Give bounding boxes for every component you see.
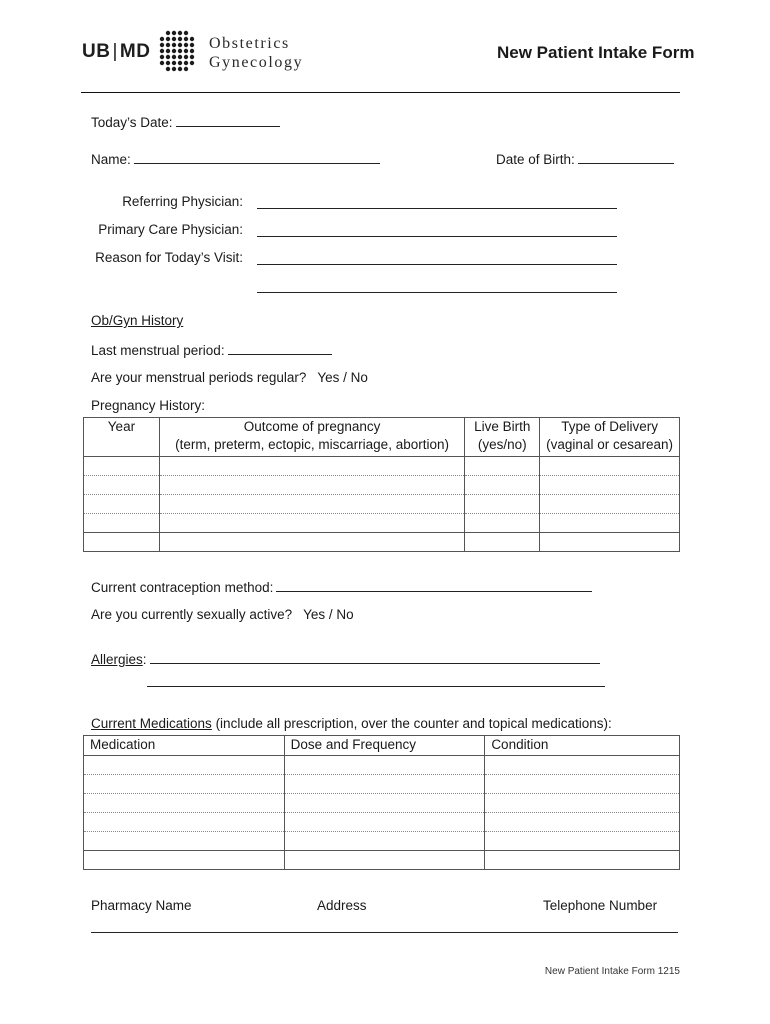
todays-date-label: Today’s Date: <box>91 115 173 130</box>
table-row[interactable] <box>84 851 680 870</box>
last-menstrual-label: Last menstrual period: <box>91 343 225 358</box>
ubmd-logo: UB | MD <box>82 41 151 62</box>
allergies-blank[interactable] <box>150 650 600 664</box>
table-row[interactable] <box>84 495 680 514</box>
col-live-birth-header: Live Birth (yes/no) <box>465 418 540 457</box>
header-divider <box>81 92 680 93</box>
last-menstrual-blank[interactable] <box>228 341 332 355</box>
col-medication-header: Medication <box>84 736 285 756</box>
reason-for-visit-blank-2[interactable] <box>257 292 617 293</box>
name-blank[interactable] <box>134 150 380 164</box>
pharmacy-address-label: Address <box>317 898 367 913</box>
form-title: New Patient Intake Form <box>497 43 695 62</box>
table-row[interactable] <box>84 813 680 832</box>
referring-physician-blank[interactable] <box>257 208 617 209</box>
table-row[interactable] <box>84 775 680 794</box>
dot-matrix-logo-icon <box>157 30 197 74</box>
footer-form-id: New Patient Intake Form 1215 <box>544 966 680 977</box>
contraception-blank[interactable] <box>276 578 592 592</box>
todays-date-blank[interactable] <box>176 113 280 127</box>
obgyn-history-heading: Ob/Gyn History <box>91 313 184 328</box>
table-row[interactable] <box>84 756 680 775</box>
medications-table <box>83 735 680 870</box>
medications-heading: Current Medications <box>91 716 212 731</box>
referring-physician-label: Referring Physician: <box>122 194 243 209</box>
medications-heading-line <box>91 716 612 732</box>
col-dose-header: Dose and Frequency <box>284 736 485 756</box>
pregnancy-history-table <box>83 417 680 552</box>
dob-label: Date of Birth: <box>496 152 575 167</box>
medications-header-row <box>84 736 680 756</box>
pregnancy-history-label: Pregnancy History: <box>91 398 206 413</box>
name-field <box>91 150 380 168</box>
table-row[interactable] <box>84 832 680 851</box>
last-menstrual-field <box>91 341 332 359</box>
pharmacy-telephone-label: Telephone Number <box>543 898 658 913</box>
name-label: Name: <box>91 152 131 167</box>
reason-for-visit-label: Reason for Today’s Visit: <box>95 250 243 265</box>
pharmacy-blank[interactable] <box>91 932 678 933</box>
table-row[interactable] <box>84 533 680 552</box>
dob-blank[interactable] <box>578 150 674 164</box>
table-row[interactable] <box>84 794 680 813</box>
department-logo-text <box>209 34 303 72</box>
allergies-label: Allergies <box>91 652 143 667</box>
col-outcome-header: Outcome of pregnancy (term, preterm, ectopic, miscarriage, abortion) <box>159 418 464 457</box>
logo-line-2: Gynecology <box>209 54 304 71</box>
pregnancy-table-header-row <box>84 418 680 457</box>
table-row[interactable] <box>84 514 680 533</box>
pharmacy-name-label: Pharmacy Name <box>91 898 192 913</box>
col-condition-header: Condition <box>485 736 680 756</box>
contraception-label: Current contraception method: <box>91 580 274 595</box>
primary-care-physician-label: Primary Care Physician: <box>98 222 243 237</box>
col-delivery-header: Type of Delivery (vaginal or cesarean) <box>540 418 680 457</box>
col-year-header: Year <box>84 418 160 457</box>
dob-field <box>496 150 674 168</box>
todays-date-field <box>91 113 280 131</box>
primary-care-physician-blank[interactable] <box>257 236 617 237</box>
table-row[interactable] <box>84 457 680 476</box>
table-row[interactable] <box>84 476 680 495</box>
allergies-blank-2[interactable] <box>147 686 605 687</box>
logo-line-1: Obstetrics <box>209 35 290 52</box>
reason-for-visit-blank[interactable] <box>257 264 617 265</box>
periods-regular-question[interactable]: Are your menstrual periods regular? Yes / No <box>91 370 368 385</box>
contraception-field <box>91 578 592 596</box>
allergies-field: Allergies: <box>91 650 600 668</box>
sexually-active-question[interactable]: Are you currently sexually active? Yes / No <box>91 607 354 622</box>
medications-note: (include all prescription, over the counter and topical medications): <box>211 716 612 731</box>
